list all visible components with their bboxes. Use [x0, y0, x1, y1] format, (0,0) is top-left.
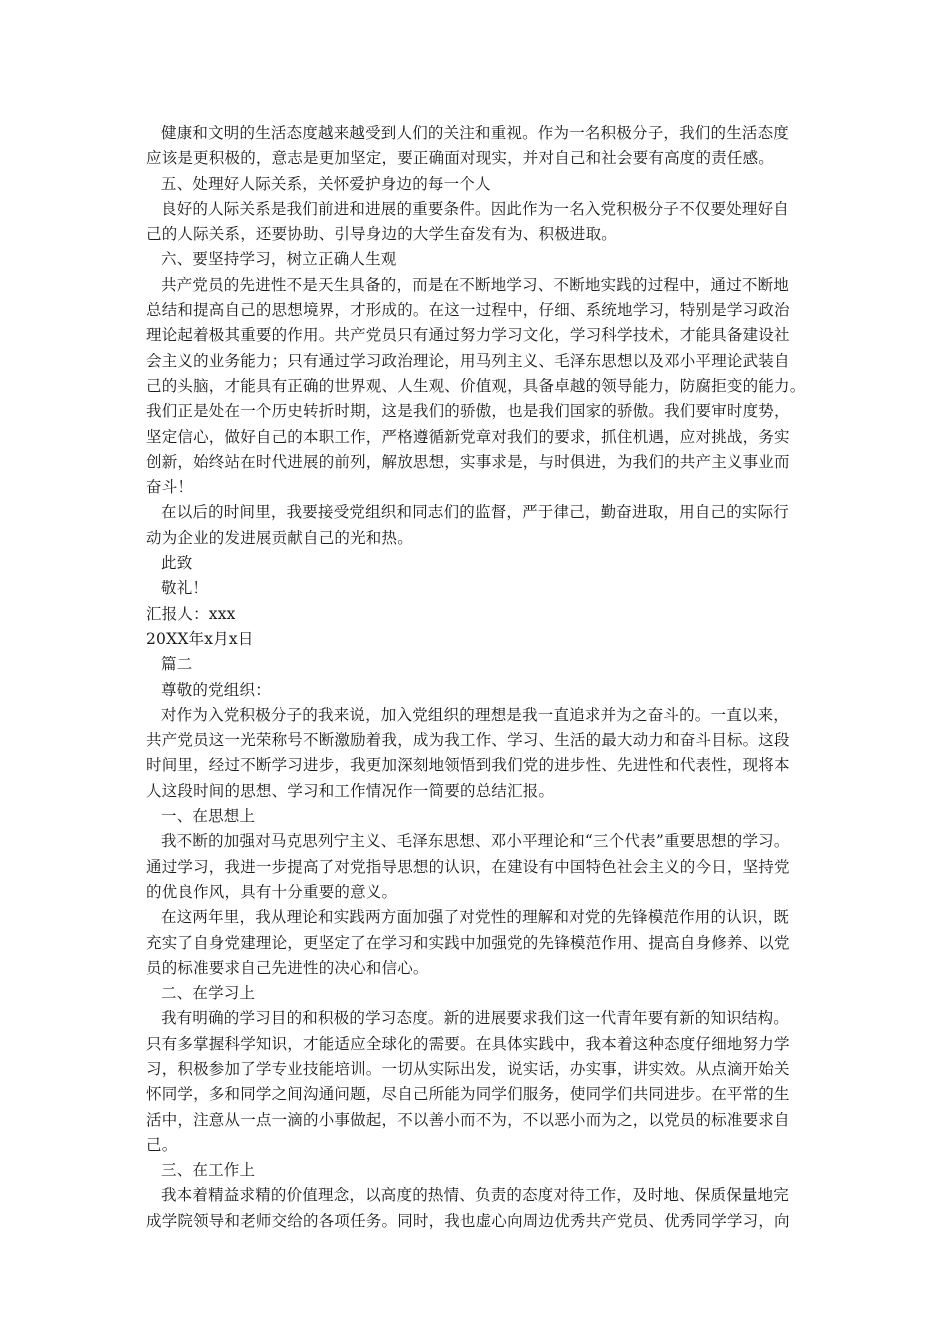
text-line: 敬礼！ [161, 579, 209, 598]
text-line: 只有多掌握科学知识，才能适应全球化的需要。在具体实践中，我本着这种态度仔细地努力学 [146, 1034, 790, 1053]
text-line: 一、在思想上 [161, 807, 256, 826]
text-line: 尊敬的党组织： [161, 680, 271, 699]
document-page [146, 121, 808, 1234]
text-line: 己的头脑，才能具有正确的世界观、人生观、价值观，具备卓越的领导能力，防腐拒变的能力。 [146, 376, 806, 395]
text-line: 二、在学习上 [161, 984, 256, 1003]
text-line: 篇二 [161, 655, 193, 674]
text-line: 充实了自身党建理论，更坚定了在学习和实践中加强党的先锋模范作用、提高自身修养、以党 [146, 933, 790, 952]
text-line: 理论起着极其重要的作用。共产党员只有通过努力学习文化，学习科学技术，才能具备建设社 [146, 326, 790, 345]
text-line: 成学院领导和老师交给的各项任务。同时，我也虚心向周边优秀共产党员、优秀同学学习，向 [146, 1211, 790, 1230]
text-line: 创新，始终站在时代进展的前列，解放思想，实事求是，与时俱进，为我们的共产主义事业而 [146, 452, 790, 471]
text-line: 习，积极参加了学专业技能培训。一切从实际出发，说实话，办实事，讲实效。从点滴开始关 [146, 1059, 790, 1078]
text-line: 我不断的加强对马克思列宁主义、毛泽东思想、邓小平理论和“三个代表”重要思想的学习。 [161, 832, 790, 851]
text-line: 奋斗！ [146, 478, 194, 497]
text-line: 六、要坚持学习，树立正确人生观 [161, 250, 397, 269]
text-line: 的优良作风，具有十分重要的意义。 [146, 882, 398, 901]
text-line: 我本着精益求精的价值理念，以高度的热情、负责的态度对待工作，及时地、保质保量地完 [161, 1186, 790, 1205]
text-line: 坚定信心，做好自己的本职工作，严格遵循新党章对我们的要求，抓住机遇，应对挑战，务实 [146, 427, 790, 446]
text-line: 三、在工作上 [161, 1161, 256, 1180]
text-line: 五、处理好人际关系，关怀爱护身边的每一个人 [161, 174, 491, 193]
text-line: 良好的人际关系是我们前进和进展的重要条件。因此作为一名入党积极分子不仅要处理好自 [161, 199, 790, 218]
text-line: 员的标准要求自己先进性的决心和信心。 [146, 958, 429, 977]
text-line: 怀同学，多和同学之间沟通问题，尽自己所能为同学们服务，使同学们共同进步。在平常的生 [146, 1085, 790, 1104]
text-line: 对作为入党积极分子的我来说，加入党组织的理想是我一直追求并为之奋斗的。一直以来， [161, 705, 790, 724]
text-line: 己。 [146, 1135, 178, 1154]
text-line: 健康和文明的生活态度越来越受到人们的关注和重视。作为一名积极分子，我们的生活态度 [161, 124, 790, 142]
text-line: 己的人际关系，还要协助、引导身边的大学生奋发有为、积极进取。 [146, 225, 618, 244]
text-line: 共产党员的先进性不是天生具备的，而是在不断地学习、不断地实践的过程中，通过不断地 [161, 275, 790, 294]
text-line: 活中，注意从一点一滴的小事做起，不以善小而不为，不以恶小而为之，以党员的标准要求自 [146, 1110, 790, 1129]
text-line: 会主义的业务能力；只有通过学习政治理论，用马列主义、毛泽东思想以及邓小平理论武装自 [146, 351, 790, 370]
text-line: 时间里，经过不断学习进步，我更加深刻地领悟到我们党的进步性、先进性和代表性，现将本 [146, 756, 790, 775]
text-line: 总结和提高自己的思想境界，才形成的。在这一过程中，仔细、系统地学习，特别是学习政治 [146, 301, 790, 320]
text-line: 在以后的时间里，我要接受党组织和同志们的监督，严于律己，勤奋进取，用自己的实际行 [161, 503, 790, 522]
text-line: 20XX年x月x日 [146, 629, 254, 648]
text-line: 在这两年里，我从理论和实践两方面加强了对党性的理解和对党的先锋模范作用的认识，既 [161, 908, 790, 927]
text-line: 动为企业的发进展贡献自己的光和热。 [146, 528, 413, 547]
text-line: 共产党员这一光荣称号不断激励着我，成为我工作、学习、生活的最大动力和奋斗目标。这段 [146, 731, 790, 750]
text-line: 我们正是处在一个历史转折时期，这是我们的骄傲，也是我们国家的骄傲。我们要审时度势， [146, 402, 790, 421]
text-line: 汇报人：xxx [146, 604, 236, 623]
text-line: 应该是更积极的，意志是更加坚定，要正确面对现实，并对自己和社会要有高度的责任感。 [146, 149, 775, 168]
text-line: 此致 [161, 554, 193, 573]
text-line: 我有明确的学习目的和积极的学习态度。新的进展要求我们这一代青年要有新的知识结构。 [161, 1009, 790, 1028]
text-line: 通过学习，我进一步提高了对党指导思想的认识，在建设有中国特色社会主义的今日，坚持党 [146, 857, 790, 876]
text-line: 人这段时间的思想、学习和工作情况作一简要的总结汇报。 [146, 781, 555, 800]
